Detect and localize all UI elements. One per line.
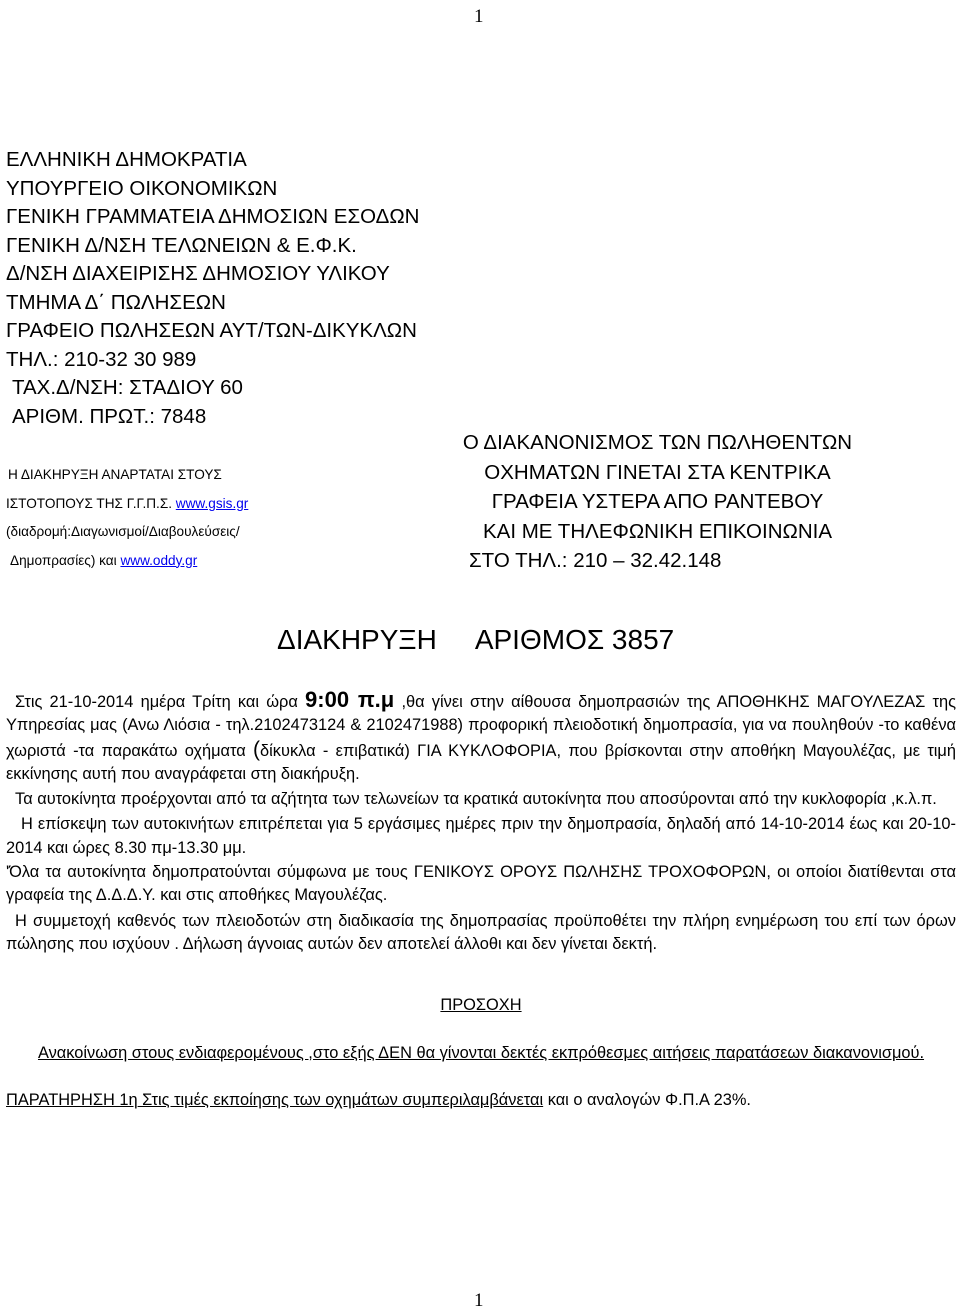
paragraph-inspection: Η επίσκεψη των αυτοκινήτων επιτρέπεται για 5 εργάσιμες ημέρες πριν την δημοπρασία, δηλαδή από 14-10-2014 έως και 20-10-2014 και ώρες 8.30 πμ-13.30 μμ. — [6, 815, 956, 857]
text-span: συμπεριλαμβάνεται — [402, 1090, 544, 1109]
settlement-notice-line: ΓΡΑΦΕΙΑ ΥΣΤΕΡΑ ΑΠΟ ΡΑΝΤΕΒΟΥ — [491, 490, 824, 513]
settlement-notice-line: ΟΧΗΜΑΤΩΝ ΓΙΝΕΤΑΙ ΣΤΑ ΚΕΝΤΡΙΚΑ — [484, 460, 831, 484]
header-line: ΕΛΛΗΝΙΚΗ ΔΗΜΟΚΡΑΤΙΑ — [6, 148, 247, 171]
paragraph-terms: 'Όλα τα αυτοκίνητα δημοπρατούνται σύμφωνα με τους ΓΕΝΙΚΟΥΣ ΟΡΟΥΣ ΠΩΛΗΣΗΣ ΤΡΟΧΟΦΟΡΩΝ, οι οποίοι διατίθενται στα γραφεία της Δ.Δ.Δ.Υ. και στις αποθήκες Μαγουλέζας. — [6, 863, 956, 905]
publication-notice-line: Η ΔΙΑΚΗΡΥΞΗ ΑΝΑΡΤΑΤΑΙ ΣΤΟΥΣ — [8, 467, 222, 482]
settlement-notice-line: ΚΑΙ ΜΕ ΤΗΛΕΦΩΝΙΚΗ ΕΠΙΚΟΙΝΩΝΙΑ — [482, 519, 833, 543]
paragraph-participation: Η συμμετοχή καθενός των πλειοδοτών στη διαδικασία της δημοπρασίας προϋποθέτει την πλήρη ενημέρωση του επί των όρων πώλησης που ισχύουν . Δήλωση άγνοιας αυτών δεν αποτελεί άλλοθι και δεν γίνεται δεκτή. — [6, 911, 956, 953]
header-line: ΤΑΧ.Δ/ΝΣΗ: ΣΤΑΔΙΟΥ 60 — [12, 376, 243, 399]
document-body — [6, 688, 956, 1112]
text-span: ( — [253, 737, 261, 761]
text-span: Στις 21-10-2014 ημέρα Τρίτη και ώρα — [15, 693, 306, 711]
document-title — [277, 624, 674, 656]
header-line: ΤΗΛ.: 210-32 30 989 — [6, 347, 197, 371]
publication-notice-line — [6, 547, 426, 576]
gsis-link[interactable]: www.gsis.gr — [175, 495, 249, 511]
page-number-bottom: 1 — [474, 1290, 484, 1311]
text-span: Στις τιμές εκποίησης των οχημάτων — [137, 1090, 403, 1109]
page-number-top: 1 — [474, 6, 484, 27]
header-line: ΓΕΝΙΚΗ Δ/ΝΣΗ ΤΕΛΩΝΕΙΩΝ & Ε.Φ.Κ. — [6, 233, 357, 257]
publication-notice — [6, 461, 426, 575]
publication-notice-text: ΙΣΤΟΤΟΠΟΥΣ ΤΗΣ Γ.Γ.Π.Σ. — [6, 495, 176, 511]
header-line: ΑΡΙΘΜ. ΠΡΩΤ.: 7848 — [12, 404, 207, 428]
text-span: δίκυκλα - επιβατικά) ΓΙΑ ΚΥΚΛΟΦΟΡΙΑ, που βρίσκονται στην αποθήκη Μαγουλέζας, με τιμή εκκίνησης αυτή που αναγράφεται στη διακήρυξη. — [6, 741, 956, 783]
settlement-notice — [395, 428, 920, 576]
title-word: ΔΙΑΚΗΡΥΞΗ — [277, 624, 437, 655]
settlement-notice-line: Ο ΔΙΑΚΑΝΟΝΙΣΜΟΣ ΤΩΝ ΠΩΛΗΘΕΝΤΩΝ — [462, 431, 853, 454]
header-line: ΤΜΗΜΑ Δ΄ ΠΩΛΗΣΕΩΝ — [6, 290, 226, 314]
publication-notice-text: Δημοπρασίες) και — [10, 552, 121, 568]
header-line: ΓΕΝΙΚΗ ΓΡΑΜΜΑΤΕΙΑ ΔΗΜΟΣΙΩΝ ΕΣΟΔΩΝ — [6, 205, 420, 228]
paragraph-auction-details — [6, 688, 956, 786]
text-span: ,θα γίνει στην αίθουσα δημοπρασιών της ΑΠΟΘΗΚΗΣ ΜΑΓΟΥΛΕΖΑΣ της Υπηρεσίας μας (Ανω Λιόσια - τηλ.2102473124 & 2102471988) προφορική πλειοδοτική δημοπρασία, για να πουληθούν -το καθένα χωριστά -τα παρακάτω οχήματα — [6, 693, 956, 760]
attention-text: Ανακοίνωση στους ενδιαφερομένους ,στο εξής ΔΕΝ θα γίνονται δεκτές εκπρόθεσμες αιτήσεις παρατάσεων διακανονισμού. — [37, 1043, 925, 1062]
header-line: Δ/ΝΣΗ ΔΙΑΧΕΙΡΙΣΗΣ ΔΗΜΟΣΙΟΥ ΥΛΙΚΟΥ — [6, 262, 390, 285]
publication-notice-line: (διαδρομή:Διαγωνισμοί/Διαβουλεύσεις/ — [6, 524, 240, 539]
settlement-notice-line: ΣΤΟ ΤΗΛ.: 210 – 32.42.148 — [469, 549, 722, 572]
title-number: ΑΡΙΘΜΟΣ 3857 — [474, 624, 675, 655]
paragraph-note — [6, 1089, 956, 1112]
note-label: ΠΑΡΑΤΗΡΗΣΗ 1η — [6, 1090, 138, 1109]
auction-time: 9:00 π.μ — [305, 687, 395, 712]
paragraph-vehicle-origin: Τα αυτοκίνητα προέρχονται από τα αζήτητα των τελωνείων τα κρατικά αυτοκίνητα που αποσύρονται από την κυκλοφορία ,κ.λ.π. — [15, 790, 937, 809]
header-line: ΥΠΟΥΡΓΕΙΟ ΟΙΚΟΝΟΜΙΚΩΝ — [6, 176, 278, 200]
oddy-link[interactable]: www.oddy.gr — [120, 552, 198, 568]
header-line: ΓΡΑΦΕΙΟ ΠΩΛΗΣΕΩΝ ΑΥΤ/ΤΩΝ-ΔΙΚΥΚΛΩΝ — [6, 319, 417, 342]
publication-notice-line — [6, 490, 426, 519]
text-span: και ο αναλογών Φ.Π.Α 23%. — [543, 1090, 751, 1109]
agency-header — [6, 146, 606, 431]
attention-heading: ΠΡΟΣΟΧΗ — [440, 996, 522, 1015]
